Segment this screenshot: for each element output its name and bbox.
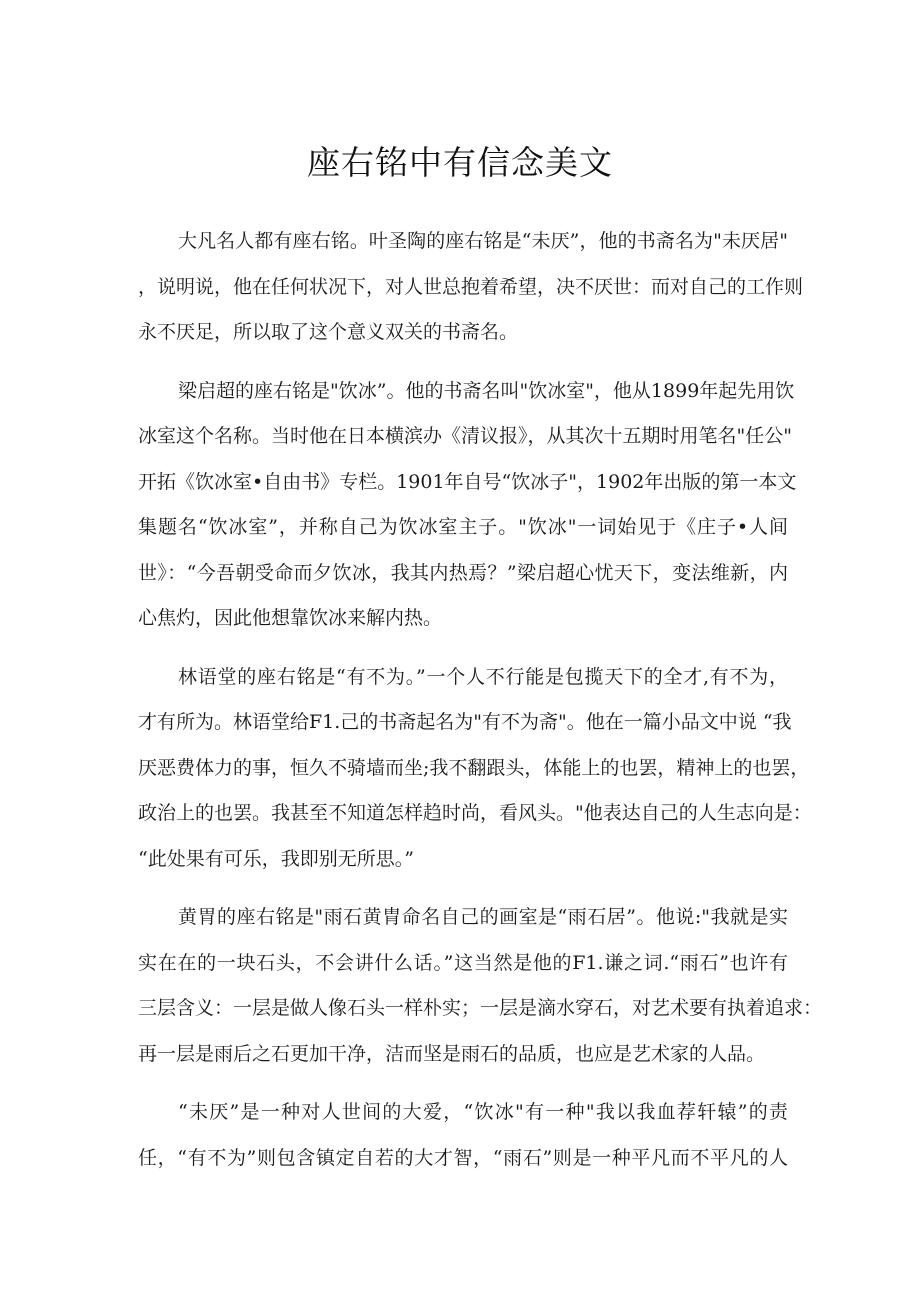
text-line: 实在在的一块石头，不会讲什么话。”这当然是他的F1.谦之词.“雨石”也许有 xyxy=(138,951,788,974)
text-line: 心焦灼，因此他想靠饮冰来解内热。 xyxy=(138,607,443,629)
text-line: 梁启超的座右铭是"饮冰”。他的书斋名叫"饮冰室"，他从1899年起先用饮 xyxy=(178,379,795,402)
text-line: 厌恶费体力的事，恒久不骑墙而坐;我不翻跟头，体能上的也罢，精神上的也罢， xyxy=(138,756,810,779)
paragraph-conclusion xyxy=(138,1090,788,1181)
text-line: 黄胃的座右铭是"雨石黄胄命名自己的画室是“雨石居”。他说:"我就是实 xyxy=(178,906,788,928)
paragraph-liang-qichao xyxy=(138,369,797,642)
document-title: 座右铭中有信念美文 xyxy=(307,143,613,182)
text-line: 任，“有不为”则包含镇定自若的大才智，“雨石”则是一种平凡而不平凡的人 xyxy=(138,1146,788,1169)
text-line: 再一层是雨后之石更加干净，洁而坚是雨石的品质，也应是艺术家的人品。 xyxy=(138,1042,766,1065)
text-line: 开拓《饮冰室•自由书》专栏。1901年自号“饮冰子"，1902年出版的第一本文 xyxy=(138,470,797,493)
text-line: 政治上的也罢。我甚至不知道怎样趋时尚，看风头。"他表达自己的人生志向是： xyxy=(138,802,812,824)
text-line: 永不厌足，所以取了这个意义双关的书斋名。 xyxy=(138,321,519,343)
paragraph-lin-yutang xyxy=(138,655,812,883)
text-line: 大凡名人都有座右铭。叶圣陶的座右铭是“未厌”，他的书斋名为"未厌居" xyxy=(178,230,788,252)
text-line: “未厌”是一种对人世间的大爱，“饮冰"有一种"我以我血荐轩辕”的责 xyxy=(178,1101,788,1123)
text-line: 冰室这个名称。当时他在日本横滨办《清议报》，从其次十五期时用笔名"任公" xyxy=(138,425,792,447)
paragraph-ye-shengtao xyxy=(138,219,804,356)
text-line: 才有所为。林语堂给F1.己的书斋起名为"有不为斋"。他在一篇小品文中说 “我 xyxy=(138,711,792,733)
text-line: 集题名“饮冰室”，并称自己为饮冰室主子。"饮冰"一词始见于《庄子•人间 xyxy=(138,516,788,538)
text-line: 世》：“今吾朝受命而夕饮冰，我其内热焉？”梁启超心忧天下，变法维新，内 xyxy=(138,561,788,584)
text-line: “此处果有可乐，我即别无所思。” xyxy=(138,847,414,870)
paragraph-huang-zhou xyxy=(138,895,823,1077)
text-line: 三层含义：一层是做人像石头一样朴实；一层是滴水穿石，对艺术要有执着追求： xyxy=(138,997,823,1019)
document-body xyxy=(138,219,823,1194)
text-line: ，说明说，他在任何状况下，对人世总抱着希望，决不厌世：而对自己的工作则 xyxy=(138,275,804,298)
text-line: 林语堂的座右铭是“有不为。”一个人不行能是包揽天下的全才,有不为， xyxy=(178,665,788,688)
